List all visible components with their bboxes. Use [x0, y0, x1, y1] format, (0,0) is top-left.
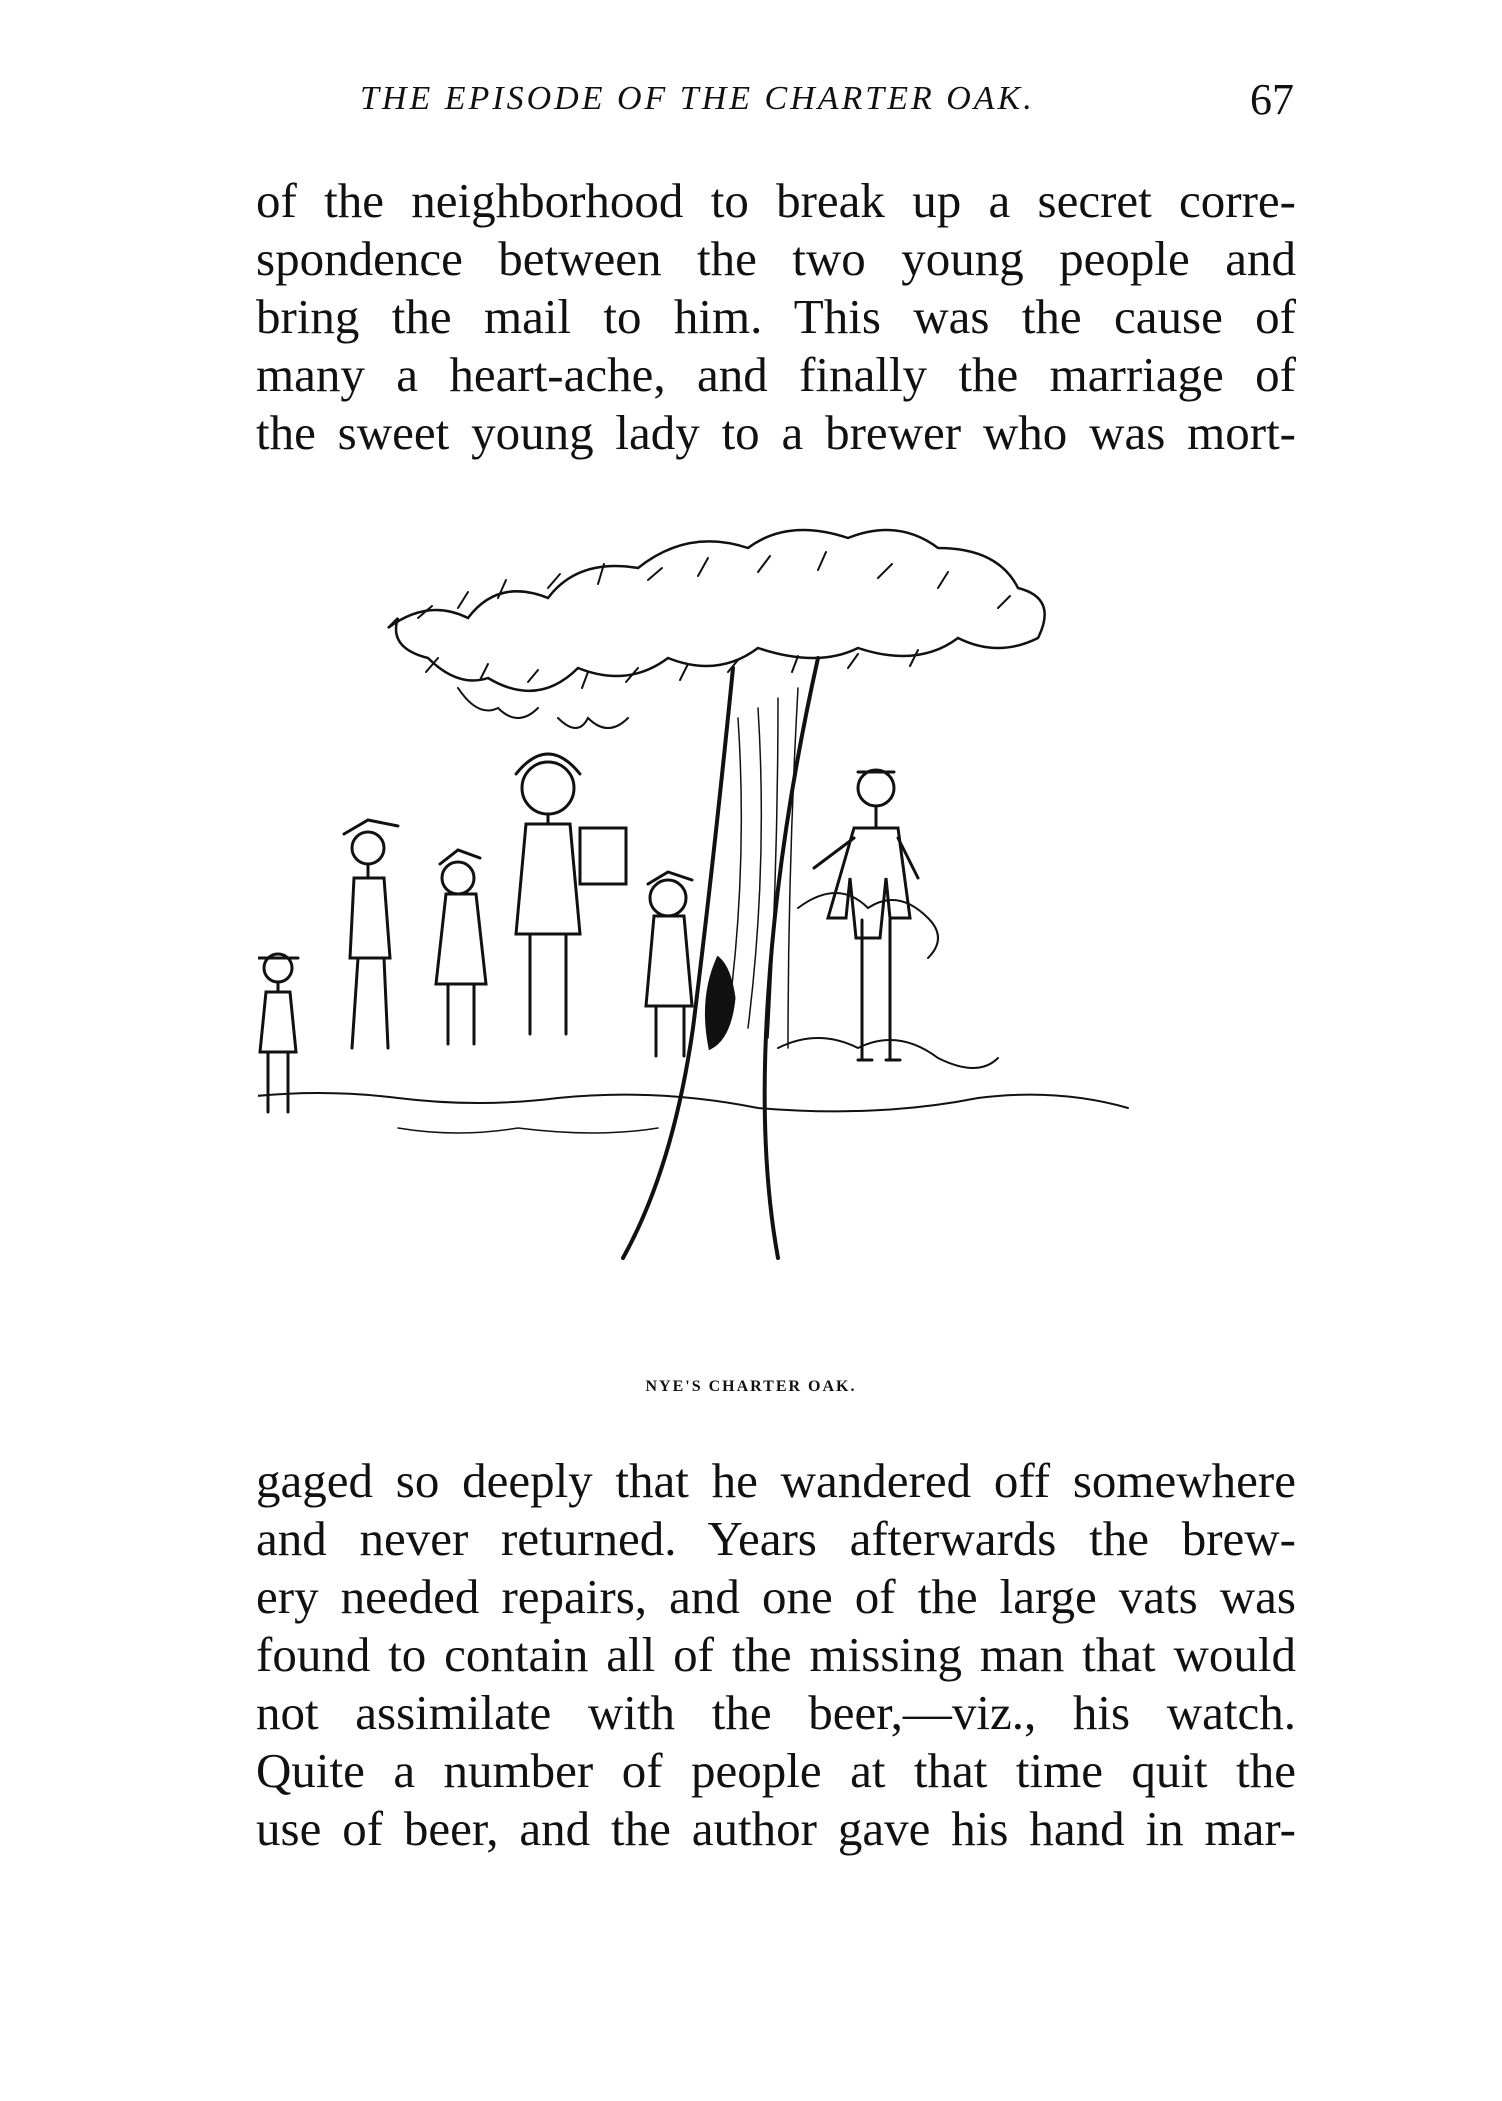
boys-group	[258, 754, 692, 1112]
text-line: bring the mail to him. This was the cause of	[256, 289, 1296, 344]
text-line: many a heart-ache, and finally the marriage of	[256, 347, 1296, 402]
body-text-bottom	[256, 1452, 1296, 1858]
page-number: 67	[1250, 75, 1294, 124]
text-line: ery needed repairs, and one of the large vats was	[256, 1569, 1296, 1624]
charter-oak-illustration	[258, 488, 1258, 1358]
text-line: and never returned. Years afterwards the brew-	[256, 1511, 1296, 1566]
oak-trunk	[623, 658, 818, 1258]
text-line: use of beer, and the author gave his hand in mar-	[256, 1801, 1296, 1856]
text-line: Quite a number of people at that time quit the	[256, 1743, 1296, 1798]
tree-canopy	[388, 530, 1045, 728]
running-head	[360, 75, 1300, 136]
text-line: of the neighborhood to break up a secret corre-	[256, 173, 1296, 228]
body-text-top	[256, 172, 1296, 462]
text-line: found to contain all of the missing man that would	[256, 1627, 1296, 1682]
illustration-caption: NYE'S CHARTER OAK.	[645, 1378, 857, 1395]
running-title: THE EPISODE OF THE CHARTER OAK.	[360, 80, 1035, 117]
text-line: spondence between the two young people and	[256, 231, 1296, 286]
text-line: not assimilate with the beer,—viz., his watch.	[256, 1685, 1296, 1740]
text-line: gaged so deeply that he wandered off somewhere	[256, 1453, 1296, 1508]
text-line: the sweet young lady to a brewer who was mort-	[256, 405, 1296, 460]
old-man-figure	[814, 770, 918, 1060]
